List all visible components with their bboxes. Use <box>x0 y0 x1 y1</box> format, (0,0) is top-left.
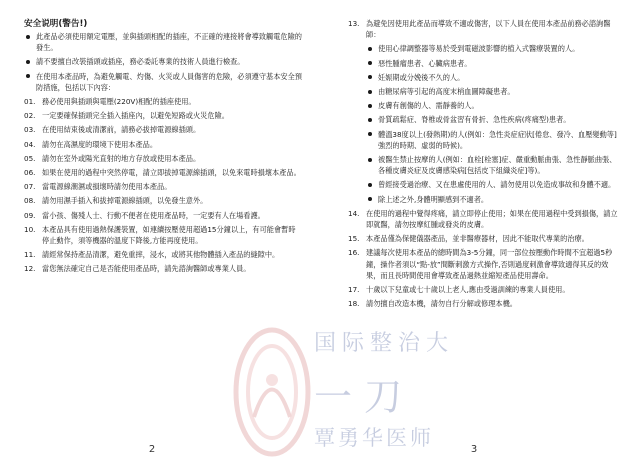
safety-item <box>24 167 302 178</box>
item-text: 請經常保持產品清潔，避免重摔，浸水，或將其他物體插入產品的縫隙中。 <box>42 250 280 260</box>
item-number: 05. <box>24 153 36 163</box>
item-number: 03. <box>24 125 36 135</box>
consult-list-item: 除上述之外,身體明顯感到不適者。 <box>366 194 622 205</box>
safety-item <box>24 96 302 107</box>
safety-item <box>24 195 302 206</box>
safety-item <box>24 139 302 150</box>
consult-list-item: 使用心律調整器等易於受到電磁波影響的植入式醫療裝置的人。 <box>366 43 622 54</box>
safety-heading: 安全说明(警告!) <box>24 19 88 29</box>
item-text: 務必使用與插頭與電壓(220V)相配的插座使用。 <box>42 97 196 107</box>
consult-doctor-list <box>348 43 622 204</box>
safety-item <box>24 263 302 274</box>
safety-item <box>24 210 302 221</box>
safety-item <box>348 247 622 281</box>
safety-bullet: 請不要擅自改裝插頭或插座，務必委託專業的技術人員進行檢查。 <box>24 56 302 67</box>
item-number: 07. <box>24 182 36 192</box>
item-text: 十歲以下兒童或七十歲以上老人,應由受過訓練的專業人員使用。 <box>366 285 570 295</box>
item-text: 請勿用濕手插入和拔掉電源線插頭，以免發生意外。 <box>42 196 208 206</box>
safety-item <box>24 110 302 121</box>
safety-item <box>348 18 622 40</box>
consult-list-item: 妊娠期或分娩後不久的人。 <box>366 72 622 83</box>
item-text: 本產品僅為保健儀器產品，並非醫療器材，因此不能取代專業的治療。 <box>366 234 589 244</box>
item-number: 08. <box>24 196 36 206</box>
consult-list-item: 由糖尿病等引起的高度末梢血圖障礙患者。 <box>366 86 622 97</box>
safety-item <box>348 298 622 309</box>
safety-item <box>24 249 302 260</box>
consult-list-item: 曾經接受過治療、又在患處使用的人、請勿使用以免造成事故和身體不適。 <box>366 179 622 190</box>
item-number: 09. <box>24 210 36 220</box>
item-number: 17. <box>348 285 360 295</box>
item-number: 10. <box>24 224 36 234</box>
item-text: 當電源線潮濕或損壞時請勿使用本產品。 <box>42 182 172 192</box>
item-text: 如果在使用的過程中突然停電，請立即拔掉電源線插頭，以免來電時損壞本產品。 <box>42 168 301 178</box>
consult-list-item: 皮膚有創傷的人、需靜養的人。 <box>366 100 622 111</box>
item-text: 當您無法確定自己是否能使用產品時，請先諮詢醫師或專業人員。 <box>42 264 251 274</box>
item-text: 為避免因使用此產品而導致不適或傷害，以下人員在使用本產品前務必諮詢醫師： <box>366 19 611 40</box>
consult-list-item: 被醫生禁止按摩的人(例如：血栓[栓塞]症、嚴重動脈曲張、急性靜脈曲張、各種皮膚炎症及皮膚感染病[包括皮下組織炎症]等)。 <box>366 154 622 176</box>
page-number: 3 <box>470 444 478 455</box>
item-number: 14. <box>348 208 360 218</box>
item-number: 06. <box>24 168 36 178</box>
safety-item <box>24 181 302 192</box>
consult-list-item: 惡性腫瘤患者、心臟病患者。 <box>366 58 622 69</box>
watermark-line-1: 国际整治大 <box>314 331 455 356</box>
item-number: 13. <box>348 19 360 28</box>
watermark-line-3: 覃勇华医师 <box>314 426 434 450</box>
item-number: 12. <box>24 264 36 274</box>
item-number: 16. <box>348 248 360 258</box>
item-number: 11. <box>24 250 36 260</box>
safety-item <box>348 208 622 230</box>
consult-list-item: 骨質疏鬆症、脊椎或骨盆習有骨折、急性疾病(疼痛型)患者。 <box>366 114 622 125</box>
item-text: 當小孩、傷殘人士、行動不便者在使用產品時，一定要有人在場看護。 <box>42 210 265 220</box>
item-text: 在使用結束後或清潔前，請務必拔掉電源線插頭。 <box>42 125 201 135</box>
item-text: 請勿擅自改造本機，請勿自行分解或修理本機。 <box>366 299 517 309</box>
page-number: 2 <box>148 444 156 455</box>
item-text: 在使用的過程中覺得疼痛，請立即停止使用；如果在使用過程中受到損傷，請立即就醫，請勿按摩紅腫或發炎的皮膚。 <box>366 208 618 230</box>
safety-bullet: 此產品必須使用額定電壓，並與插頭相配的插座，不正確的連接將會導致觸電危險的發生。 <box>24 31 302 53</box>
item-text: 建議每次使用本產品的總時間為3-5分鐘，同一部位按壓動作時間不宜超過5秒鐘，操作者須以“點-放”間斷刺激方式操作,否則過度刺激會導致適得其反的效果，而且長時間使用會導致產品過熱並縮短產品使用壽命。 <box>366 248 613 280</box>
consult-list-item: 體溫38度以上(發熱期)的人(例如：急性炎症症狀[倦怠、發冷、血壓變動等]強烈的時期、虛弱的時候)。 <box>366 129 622 151</box>
safety-item <box>24 153 302 164</box>
item-number: 01. <box>24 97 36 107</box>
item-text: 一定要確保插頭完全插入插座內，以避免短路或火災危險。 <box>42 111 229 121</box>
safety-item <box>348 233 622 244</box>
safety-bullet: 在使用本產品時，為避免觸電、灼傷、火災或人員傷害的危險，必須遵守基本安全預防措施，包括以下內容： <box>24 71 302 93</box>
item-text: 請勿在高濕度的環境下使用本產品。 <box>42 139 158 149</box>
right-page <box>320 0 640 471</box>
item-number: 02. <box>24 111 36 121</box>
safety-item <box>24 124 302 135</box>
safety-item <box>348 284 622 295</box>
watermark-line-2: 一刀 <box>314 375 415 419</box>
item-number: 04. <box>24 139 36 149</box>
item-number: 18. <box>348 299 360 309</box>
item-text: 本產品具有使用過熱保護裝置，如連續按壓使用超過15分鐘以上，有可能會暫時停止動作，須等機器的溫度下降後,方能再度使用。 <box>42 224 296 246</box>
safety-item <box>24 224 302 246</box>
item-text: 請勿在室外或陽光直射的地方存放或使用本產品。 <box>42 153 201 163</box>
item-number: 15. <box>348 234 360 244</box>
